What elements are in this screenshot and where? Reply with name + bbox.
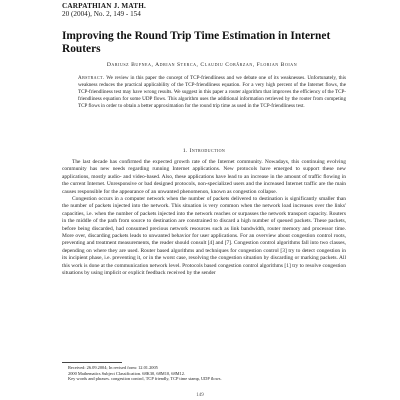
body-text (62, 159, 346, 278)
footnote-classification: 2000 Mathematics Subject Classification. 68K30, 68M10, 68M12. (68, 370, 186, 376)
paper-title: Improving the Round Trip Time Estimation in Internet Routers (62, 30, 331, 55)
abstract (78, 75, 346, 110)
author-list: Dariusz Bufnea, Adrian Sterca, Claudiu Cobârzan, Florian Boian (106, 62, 298, 68)
section-heading: 1. Introduction (182, 148, 226, 154)
abstract-text: We review in this paper the concept of TCP-friendliness and we debate one of its weaknesses. Unfortunately, this weakness reduces the practical applicability of the TCP-friendliness equation. For a very high percent of the Internet flows, the TCP-friendliness test may have wrong results. We suggest in this paper a router algorithm that improves the efficiency of the TCP-friendliness equation for some UDP flows. This algorithm uses the additional information retrieved by the router from competing TCP flows in order to obtain a better approximation for the round trip time as used in the TCP-friendliness test. (78, 75, 346, 109)
journal-header (62, 2, 146, 19)
page-number: 149 (196, 393, 204, 398)
footnote-received: Received: 26.09.2004; In revised form: 12.01.2005 (68, 365, 158, 370)
footnote-rule (62, 362, 122, 363)
abstract-label: Abstract. (78, 75, 105, 81)
body-paragraph: Congestion occurs in a computer network when the number of packets delivered to destination is significantly smaller than the number of packets injected into the network. This situation is very common when the network load increases over the links' capacities, i.e. when the number of packets injected into the network reaches or surpasses the network transport capacity. Routers in the middle of the path from source to destination are constrained to discard a high number of queued packets. These packets, before being discarded, had consumed precious network resources such as link bandwidth, router memory and processor time. More over, discarding packets leads to unwanted behavior for user applications. For an overview about congestion control roots, preventing and treatment measurements, the reader should consult [4] and [7]. Congestion control algorithms fall into two classes, depending on where they are used. Router based algorithms and techniques for congestion control [3] try to detect congestion in its incipient phase, i.e. preventing it, or in the worst case, resolving the congestion situation by discarding or marking packets. All this work is done at the communication network level. Protocols based congestion control algorithms [1] try to resolve congestion situations by using implicit or explicit feedback received by the sender (62, 196, 346, 277)
footnotes (62, 365, 346, 382)
journal-volume-info: 20 (2004), No. 2, 149 - 154 (62, 10, 141, 19)
journal-name: CARPATHIAN J. MATH. (62, 2, 147, 10)
body-paragraph: The last decade has confirmed the expected growth rate of the Internet community. Nowadays, this continuing evolving community has new needs regarding running Internet applications. New protocols have emerged to support these new applications, mostly audio- and video-based. Also, these applications have lead to an increase in the amount of traffic flowing in the current Internet. Unresponsive or bad designed protocols, non-specialized users and the increased Internet traffic are the main causes responsible for the appearance of an unwanted phenomenon, known as congestion collapse. (62, 159, 346, 195)
footnote-keywords: Key words and phrases. congestion control, TCP friendly, TCP time stamp, UDP flows. (68, 376, 222, 382)
